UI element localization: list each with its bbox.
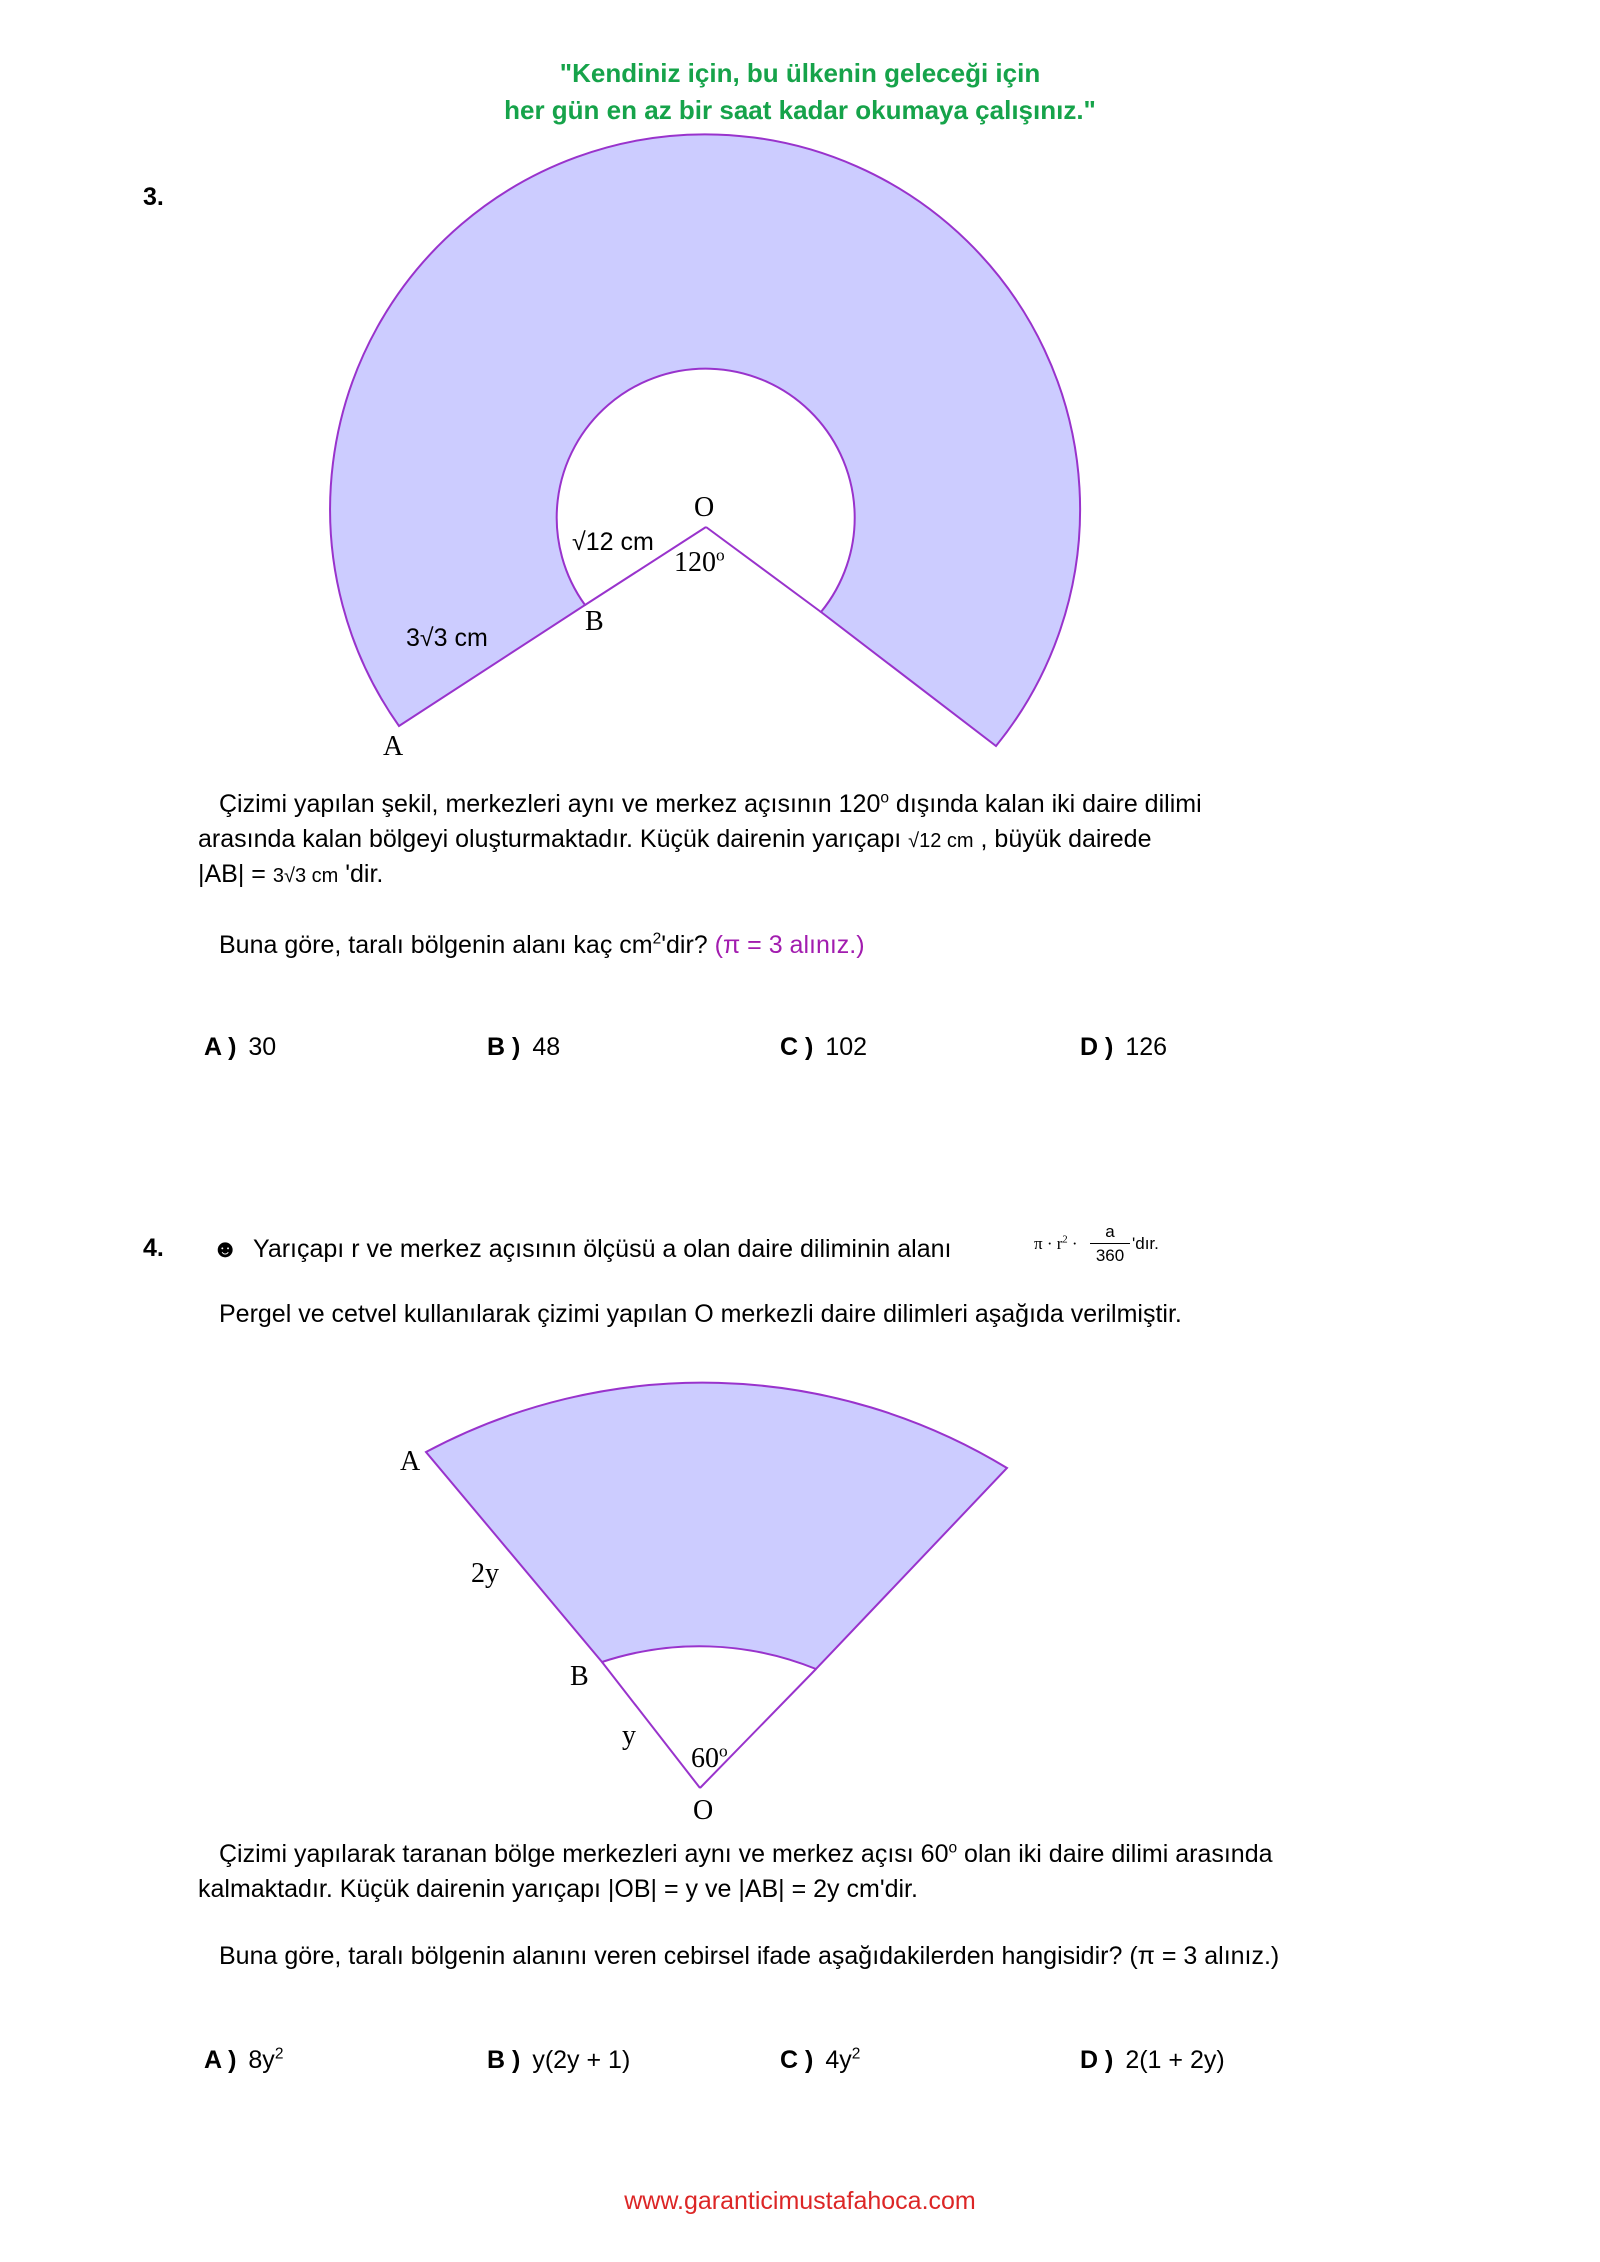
q4-angle-label: 60$^o$ — [691, 1741, 728, 1774]
q3-text-line-2: arasında kalan bölgeyi oluşturmaktadır. Küçük dairenin yarıçapı √12 cm , büyük dairede — [198, 825, 1152, 853]
q3-label-o: O — [694, 492, 715, 523]
quote-line-1: "Kendiniz için, bu ülkenin geleceği için — [559, 58, 1041, 88]
q4-label-b: B — [570, 1661, 589, 1692]
q4-formula-left: $\pi \cdot r^2$ · — [1034, 1234, 1078, 1253]
q4-ab-length-label: 2y — [471, 1558, 499, 1589]
q3-inner-radius-label: √12 cm — [572, 528, 654, 556]
q3-label-a: A — [383, 731, 404, 762]
question-3-number: 3. — [143, 183, 164, 211]
q3-option-a[interactable]: A ) 30 — [204, 1033, 277, 1061]
q3-question: Buna göre, taralı bölgenin alanı kaç $cm^2'dir$? (π = 3 alınız.) — [219, 930, 865, 959]
q4-formula-numerator: a — [1105, 1222, 1115, 1241]
q4-question: Buna göre, taralı bölgenin alanını veren cebirsel ifade aşağıdakilerden hangisidir? (π = 3 alınız.) — [219, 1942, 1280, 1970]
q4-formula-suffix: 'dır. — [1132, 1234, 1159, 1253]
q4-ob-length-label: y — [622, 1720, 636, 1751]
q3-option-d[interactable]: D ) 126 — [1080, 1033, 1168, 1061]
q4-option-c[interactable]: C ) $4y^2$ — [780, 2045, 861, 2074]
q4-label-a: A — [400, 1446, 421, 1477]
q3-ab-length-label: 3√3 cm — [406, 624, 488, 652]
q3-angle-label: 120$^o$ — [674, 545, 725, 578]
q3-label-b: B — [585, 606, 604, 637]
q4-formula-fraction-bar — [1090, 1243, 1130, 1244]
q4-text-line-2: kalmaktadır. Küçük dairenin yarıçapı |OB| = y ve |AB| = 2y cm'dir. — [198, 1875, 918, 1903]
q4-info-text: Yarıçapı r ve merkez açısının ölçüsü a olan daire diliminin alanı — [253, 1235, 952, 1263]
q3-text-line-3: |AB| = 3√3 cm 'dir. — [198, 860, 384, 888]
footer-url[interactable]: www.garanticimustafahoca.com — [624, 2187, 976, 2215]
q4-radius-ob — [602, 1662, 700, 1788]
q4-text-line-1: Çizimi yapılarak taranan bölge merkezleri aynı ve merkez açısı 60$^o$ olan iki daire dilimi arasında — [219, 1839, 1273, 1868]
q4-shaded-region — [426, 1383, 1007, 1669]
q4-bullet-icon: ☻ — [212, 1235, 239, 1263]
q4-formula-denominator: 360 — [1095, 1246, 1125, 1265]
q3-option-c[interactable]: C ) 102 — [780, 1033, 868, 1061]
quote-line-2: her gün en az bir saat kadar okumaya çalışınız." — [504, 95, 1096, 125]
q4-option-a[interactable]: A ) $8y^2$ — [204, 2045, 284, 2074]
q4-option-d[interactable]: D ) 2(1 + 2y) — [1080, 2046, 1225, 2074]
q3-shaded-region — [330, 134, 1080, 746]
q4-label-o: O — [693, 1795, 714, 1826]
q4-intro: Pergel ve cetvel kullanılarak çizimi yapılan O merkezli daire dilimleri aşağıda verilmiştir. — [219, 1300, 1182, 1328]
question-4-number: 4. — [143, 1234, 164, 1262]
q3-option-b[interactable]: B ) 48 — [487, 1033, 561, 1061]
q4-option-b[interactable]: B ) y(2y + 1) — [487, 2046, 631, 2074]
q3-text-line-1: Çizimi yapılan şekil, merkezleri aynı ve merkez açısının 120$^o$ dışında kalan iki daire dilimi — [219, 789, 1202, 818]
